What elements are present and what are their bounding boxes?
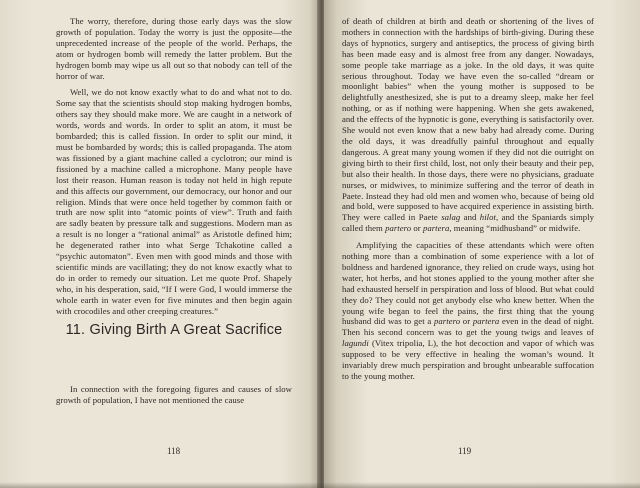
page-bottom-shadow xyxy=(0,482,640,488)
text-run: Amplifying the capacities of these attendants which were often nothing more than a combination of some experience with a lot of boldness and hardened ignorance, they relied on crude ways, using hot water, hot herbs, and hot stones applied to the young mother after she had exhausted herself in perspiration and loss of blood. But what could they do? They could not get anybody else who knew better. When the young wife began to feel the pains, the first thing that the young husband did was to get a xyxy=(342,240,594,327)
right-paragraph-1 xyxy=(342,16,594,234)
left-paragraph-3: In connection with the foregoing figures and causes of slow growth of population, I have not mentioned the cause xyxy=(56,384,292,405)
left-page-body xyxy=(56,16,292,316)
right-page-body xyxy=(342,16,594,382)
italic-term: partero xyxy=(434,316,461,327)
text-run: , and the Spaniards simply called them xyxy=(342,212,594,234)
left-page-tail xyxy=(56,384,292,406)
page-number-right: 119 xyxy=(458,446,472,456)
text-run: or xyxy=(411,223,423,234)
italic-term: partera xyxy=(422,223,450,234)
chapter-heading: 11. Giving Birth A Great Sacrifice xyxy=(65,322,283,338)
right-paragraph-2 xyxy=(342,240,594,382)
italic-term: hilot xyxy=(479,212,496,223)
italic-term: partero xyxy=(385,223,412,234)
text-run: (Vitex tripolia, L), the hot decoction and vapor of which was supposed to be very effective in healing the woman’s wound. It invariably drew much perspiration and brought unbearable suffocation to the young mother. xyxy=(342,338,594,381)
page-number-left: 118 xyxy=(167,446,181,456)
text-run: , meaning “midhusband” or midwife. xyxy=(449,223,581,234)
left-paragraph-2: Well, we do not know exactly what to do and what not to do. Some say that the scientists should stop making hydrogen bombs, others say they should make more. We are caught in a network of words, words and words. In order to split an atom, it must be bombarded; this is called fission. In order to split our mind, it must be bombarded by words; this is called propaganda. The atom was fissioned by a giant machine called a cyclotron; our mind is fissioned by a machine called a microphone. Many people have lost their reason. Human reason is today not held in high repute and this affects our government, our democracy, our honor and our religion. Minds that were once held together by common faith or truth are now split into “atomic points of view”. Truth and faith are sadly beaten by pressure talk and suggestions. Modern man as a result is no longer a “rational animal” as Aristotle defined him; he degenerated rather into what Serge Tchakotine called a “psychic automaton”. Even men with good minds and those with scientific minds are vacillating; they do not know exactly what to do in order to remedy our situation. Let me quote Prof. Shapely who, in his desperation, said, “If I were God, I would immerse the whole earth in water even for five minutes and then begin again with crocodiles and other creeping creatures.” xyxy=(56,87,292,316)
italic-term: salag xyxy=(441,212,461,223)
text-run: and xyxy=(460,212,480,223)
text-run: or xyxy=(460,316,473,327)
text-run: of death of children at birth and death or shortening of the lives of mothers in connection with the hardships of birth-giving. During these days of hypnotics, surgery and antiseptics, the process of giving birth has been made easy and is almost free from any danger. Nowadays, some people take marriage as a joke. In the old days, it was quite serious throughout. Today we have even the so-called “dream or moonlight babies” when the young mother is supposed to be delightfully anesthesized, she is put to a dreamy sleep, make her feel nothing, or as if nothing were happening. When she gets awakened, and the effects of the hypnotic is gone, everything is satisfactorily over. She would not even know that a new baby had already come. During the old days, it was dreadfully painful throughout and equally dangerous. A great many young women if they did not die outright on giving birth to their first child, lost, not only their beauty and their pep, but also their health. In those days, there were no physicians, graduate nurses, or midwives, to minimize suffering and the terror of death in Paete. Instead they had old men and women who, because of being old and bold, were supposed to have acquired experience in assisting birth. They were called in Paete xyxy=(342,16,594,223)
left-paragraph-1: The worry, therefore, during those early days was the slow growth of population. Today the worry is just the opposite—the unprecedented increase of the people of the world. Perhaps, the atom or hydrogen bomb will remedy the latter problem. But the hydrogen bomb may wipe us all out so that nobody can tell of the horror of war. xyxy=(56,16,292,81)
italic-term: lagundi xyxy=(342,338,369,349)
text-run: even in the dead of night. Then his second concern was to get the young twigs and leaves of xyxy=(342,316,595,338)
italic-term: partera xyxy=(472,316,500,327)
